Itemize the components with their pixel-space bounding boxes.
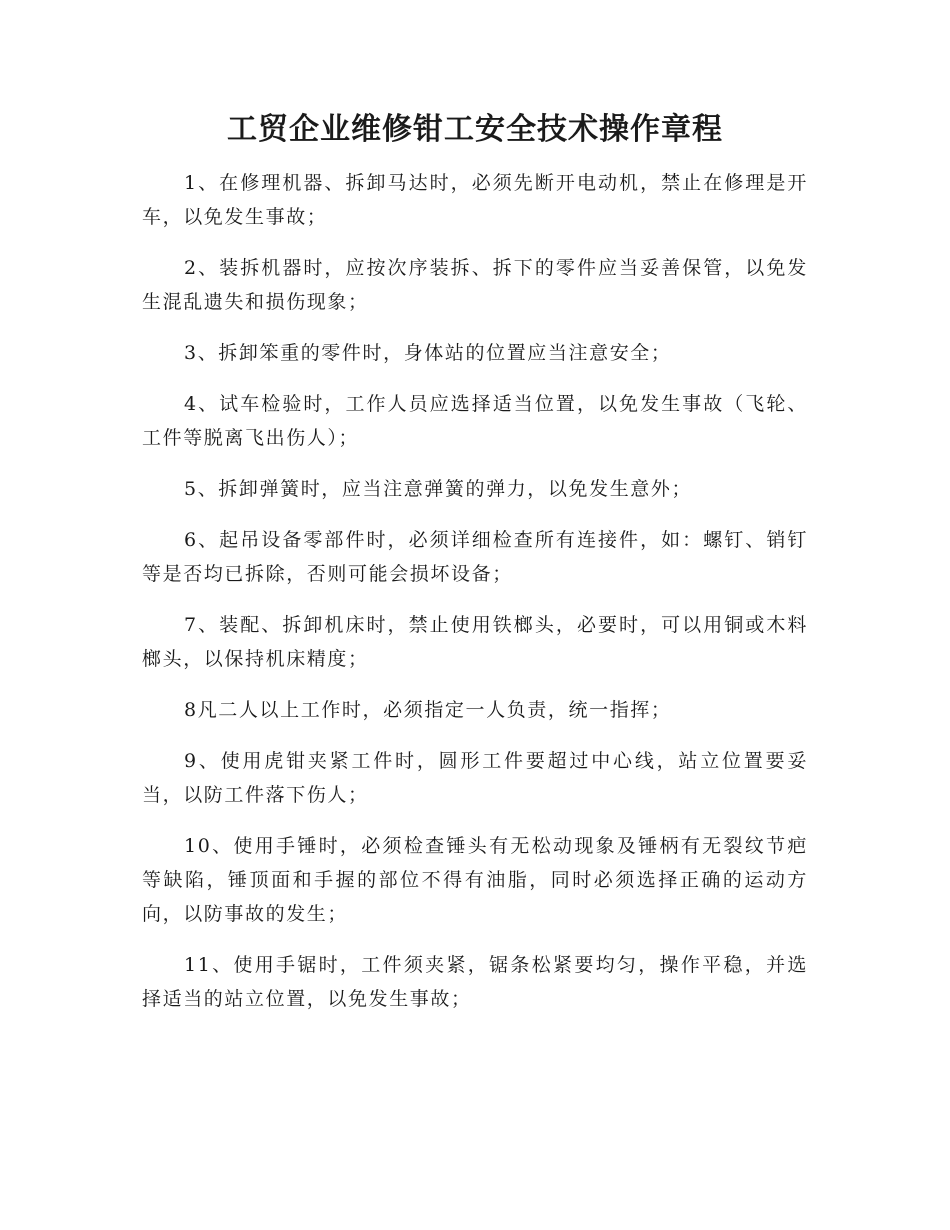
rule-paragraph-9: 9、使用虎钳夹紧工件时，圆形工件要超过中心线，站立位置要妥当，以防工件落下伤人； bbox=[142, 750, 808, 806]
rule-paragraph-8: 8凡二人以上工作时，必须指定一人负责，统一指挥； bbox=[184, 699, 672, 721]
rule-paragraph-11: 11、使用手锯时，工件须夹紧，锯条松紧要均匀，操作平稳，并选择适当的站立位置，以免发生事故； bbox=[142, 954, 808, 1010]
document-title: 工贸企业维修钳工安全技术操作章程 bbox=[227, 112, 723, 147]
rule-paragraph-6: 6、起吊设备零部件时，必须详细检查所有连接件，如：螺钉、销钉等是否均已拆除，否则可能会损坏设备； bbox=[142, 529, 808, 585]
rule-paragraph-1: 1、在修理机器、拆卸马达时，必须先断开电动机，禁止在修理是开车，以免发生事故； bbox=[142, 172, 808, 228]
rule-paragraph-10: 10、使用手锤时，必须检查锤头有无松动现象及锤柄有无裂纹节疤等缺陷，锤顶面和手握的部位不得有油脂，同时必须选择正确的运动方向，以防事故的发生； bbox=[142, 835, 808, 925]
rule-paragraph-4: 4、试车检验时，工作人员应选择适当位置，以免发生事故（飞轮、工件等脱离飞出伤人）； bbox=[142, 393, 808, 449]
rule-paragraph-3: 3、拆卸笨重的零件时，身体站的位置应当注意安全； bbox=[184, 342, 672, 364]
document-body bbox=[142, 166, 808, 1033]
rule-paragraph-5: 5、拆卸弹簧时，应当注意弹簧的弹力，以免发生意外； bbox=[184, 478, 693, 500]
rule-paragraph-7: 7、装配、拆卸机床时，禁止使用铁榔头，必要时，可以用铜或木料榔头，以保持机床精度； bbox=[142, 614, 808, 670]
rule-paragraph-2: 2、装拆机器时，应按次序装拆、拆下的零件应当妥善保管，以免发生混乱遗失和损伤现象； bbox=[142, 257, 808, 313]
